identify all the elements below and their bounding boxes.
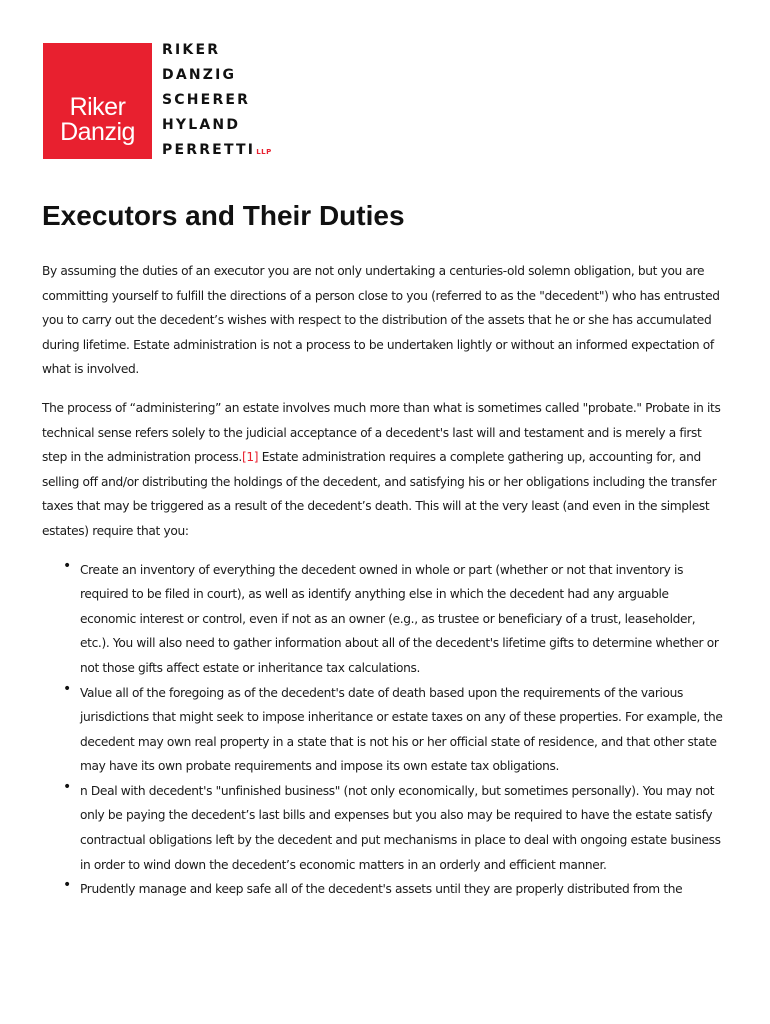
paragraph-intro: By assuming the duties of an executor you are not only undertaking a centuries-old solemn obligation, but you are committing yourself to fulfill the directions of a person close to you (referred to as the "decedent") who has entrusted you to carry out the decedent’s wishes with respect to the distribution of the assets that he or she has accumulated during lifetime. Estate administration is not a process to be undertaken lightly or without an informed expectation of what is involved.: [42, 264, 720, 377]
bullet-icon: •: [63, 877, 71, 894]
firm-name-line: HYLAND: [162, 117, 241, 133]
list-item: [63, 877, 728, 902]
firm-name-line: PERRETTI: [162, 142, 256, 158]
firm-name-line: RIKER: [162, 42, 221, 58]
firm-name-line: SCHERER: [162, 92, 251, 108]
bullet-icon: •: [63, 680, 71, 697]
list-item: [63, 680, 728, 779]
paragraph-text: The process of “administering” an estate involves much more than what is sometimes called "probate." Probate in its technical sense refers solely to the judicial acceptance of a decedent's last will and testament and is merely a first step in the administration process.: [42, 400, 721, 465]
firm-suffix-llp: LLP: [256, 148, 272, 156]
list-item-text: Prudently manage and keep safe all of the decedent's assets until they are properly distributed from the: [80, 882, 683, 897]
document-body: [42, 259, 728, 902]
duties-list: [42, 558, 728, 902]
paragraph-administering: [42, 396, 728, 544]
footnote-link[interactable]: [1]: [241, 450, 259, 465]
list-item-text: Value all of the foregoing as of the decedent's date of death based upon the requirements of the various jurisdictions that might seek to impose inheritance or estate taxes on any of these properties. For example, the decedent may own real property in a state that is not his or her official state of residence, and that other state may have its own probate requirements and impose its own estate tax obligations.: [80, 685, 723, 774]
document-title: Executors and Their Duties: [42, 200, 405, 231]
list-item: [63, 557, 728, 681]
paragraph-text: Estate administration requires a complete gathering up, accounting for, and selling off and/or distributing the holdings of the decedent, and satisfying his or her obligations including the transfer taxes that may be triggered as a result of the decedent’s death. This will at the very least (and even in the simplest estates) require that you:: [42, 450, 717, 538]
logo-mark-line-riker: Riker: [69, 93, 126, 121]
firm-name-block: [162, 41, 272, 166]
firm-name-line: DANZIG: [162, 67, 237, 83]
firm-logo-mark-text: [43, 95, 152, 145]
bullet-icon: •: [63, 557, 71, 574]
firm-name-line-last: [162, 141, 272, 166]
list-item-text: n Deal with decedent's "unfinished business" (not only economically, but sometimes personally). You may not only be paying the decedent’s last bills and expenses but you also may be required to have the estate satisfy contractual obligations left by the decedent and put mechanisms in place to deal with ongoing estate business in order to wind down the decedent’s economic matters in an orderly and efficient manner.: [80, 783, 721, 872]
logo-mark-line-danzig: Danzig: [60, 118, 135, 146]
list-item-text: Create an inventory of everything the decedent owned in whole or part (whether or not that inventory is required to be filed in court), as well as identify anything else in which the decedent had any arguable economic interest or control, even if not as an owner (e.g., as trustee or beneficiary of a trust, leaseholder, etc.). You will also need to gather information about all of the decedent's lifetime gifts to determine whether or not those gifts affect estate or inheritance tax calculations.: [80, 562, 719, 675]
firm-logo-mark: [43, 43, 152, 159]
bullet-icon: •: [63, 778, 71, 795]
list-item: [63, 778, 728, 877]
